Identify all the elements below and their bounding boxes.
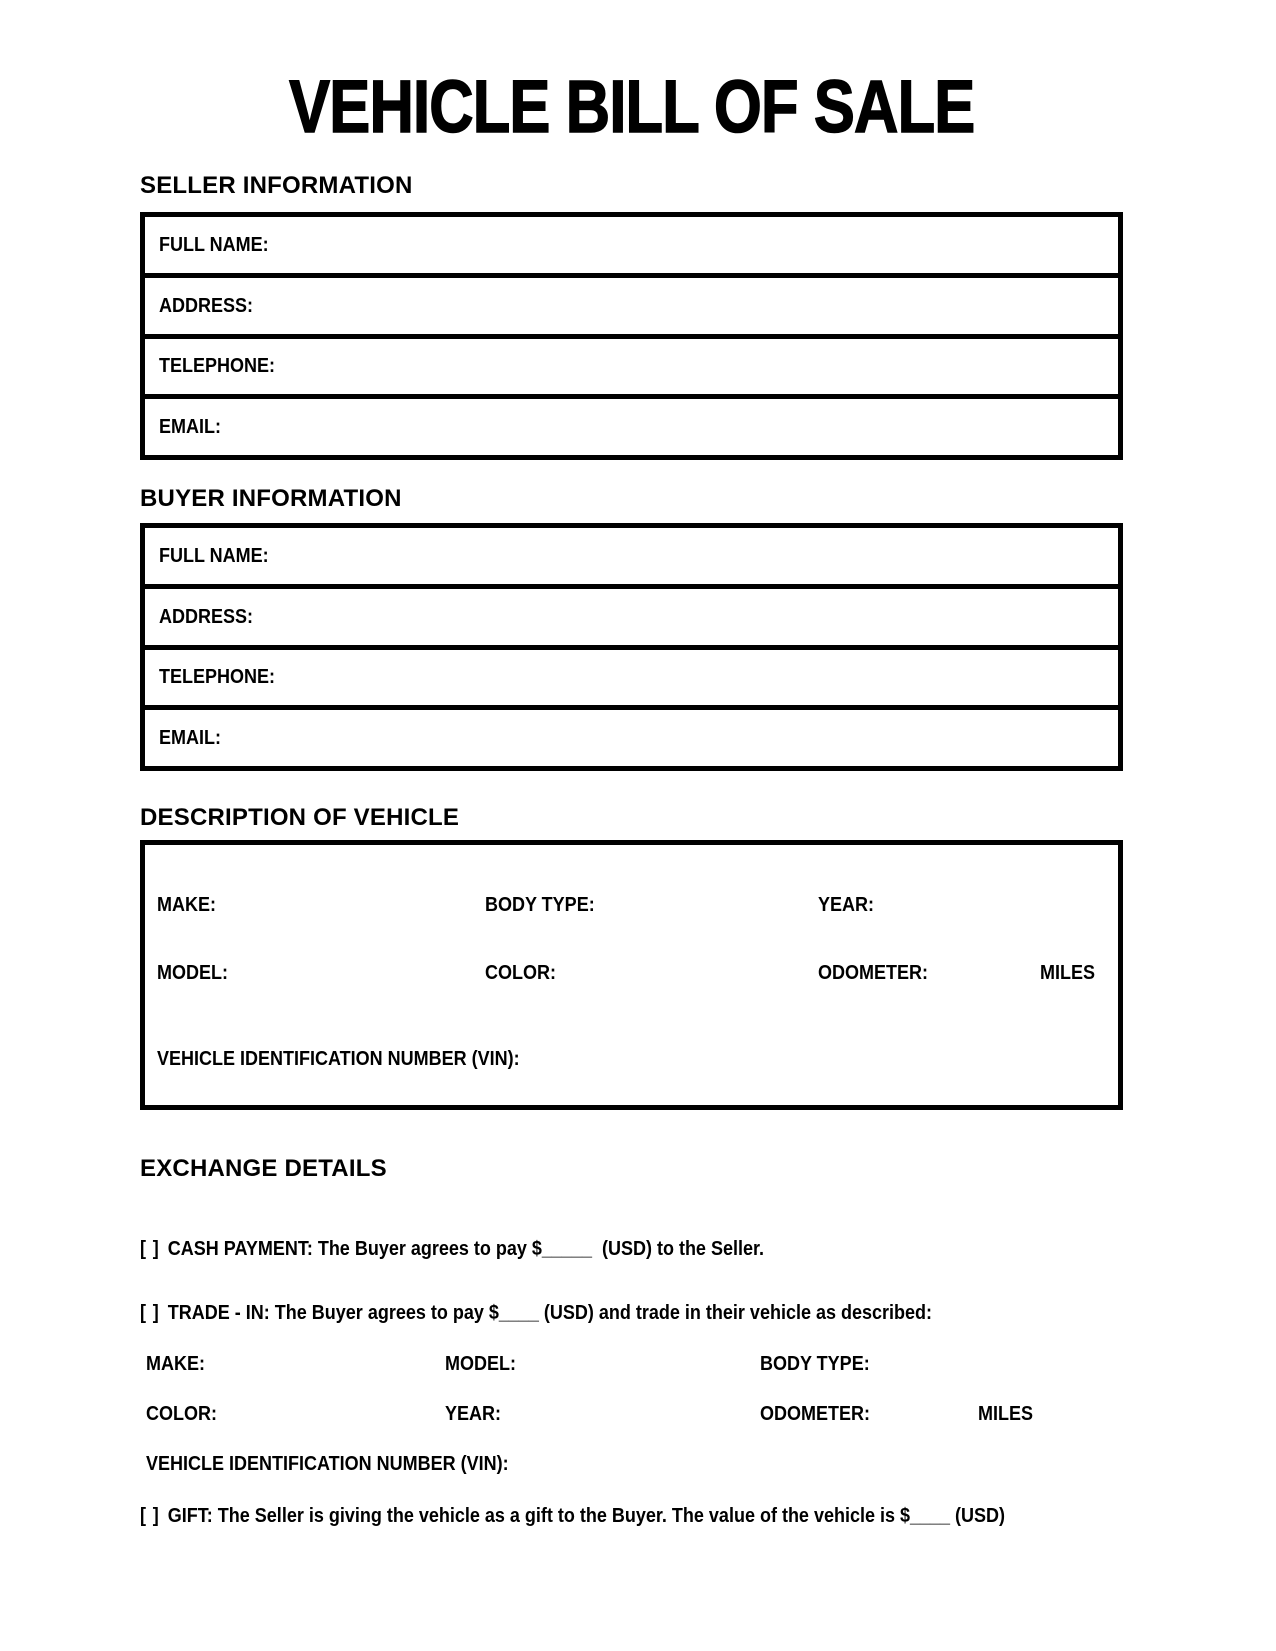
trade-year-input[interactable] <box>507 1402 760 1426</box>
cash-payment-text: CASH PAYMENT: The Buyer agrees to pay $_____ (USD) to the Seller. <box>167 1238 764 1260</box>
buyer-address-label: ADDRESS: <box>159 605 254 628</box>
trade-year-label: YEAR: <box>445 1403 502 1425</box>
trade-model-input[interactable] <box>524 1352 760 1376</box>
buyer-address-input[interactable] <box>263 589 1118 645</box>
trade-row-1-spacer <box>978 1352 1123 1376</box>
trade-color-input[interactable] <box>225 1402 445 1426</box>
trade-color-label: COLOR: <box>146 1403 218 1425</box>
trade-make-input[interactable] <box>212 1352 445 1376</box>
cash-payment-checkbox[interactable]: [ ] <box>140 1238 160 1260</box>
seller-info-table <box>140 212 1123 460</box>
seller-telephone-row <box>145 334 1118 395</box>
vehicle-year-input[interactable] <box>880 893 1040 917</box>
trade-year-cell <box>445 1402 760 1426</box>
trade-in-checkbox[interactable]: [ ] <box>140 1302 160 1324</box>
vehicle-model-label: MODEL: <box>157 962 229 984</box>
trade-vehicle-row-2 <box>140 1402 1123 1426</box>
vehicle-make-label: MAKE: <box>157 894 216 916</box>
cash-payment-option <box>140 1237 764 1261</box>
trade-vin-row <box>140 1452 1123 1476</box>
vehicle-make-cell <box>157 893 485 917</box>
trade-in-option <box>140 1301 932 1325</box>
vehicle-section-heading: DESCRIPTION OF VEHICLE <box>140 804 460 831</box>
trade-vin-label: VEHICLE IDENTIFICATION NUMBER (VIN): <box>146 1453 509 1475</box>
trade-color-cell <box>146 1402 445 1426</box>
vehicle-row-1 <box>145 893 1118 917</box>
vehicle-year-label: YEAR: <box>818 894 875 916</box>
trade-body-type-label: BODY TYPE: <box>760 1353 870 1375</box>
buyer-info-table <box>140 523 1123 771</box>
vehicle-miles-cell <box>1040 961 1118 985</box>
seller-email-input[interactable] <box>228 399 1118 455</box>
vehicle-miles-label: MILES <box>1040 962 1096 984</box>
vehicle-color-input[interactable] <box>564 961 818 985</box>
vehicle-odometer-label: ODOMETER: <box>818 962 928 984</box>
buyer-email-label: EMAIL: <box>159 727 222 750</box>
page-title <box>140 65 1123 148</box>
buyer-full-name-row <box>145 528 1118 584</box>
trade-miles-label: MILES <box>978 1403 1034 1425</box>
vehicle-vin-label: VEHICLE IDENTIFICATION NUMBER (VIN): <box>157 1048 520 1070</box>
vehicle-odometer-input[interactable] <box>940 961 1040 985</box>
trade-make-cell <box>146 1352 445 1376</box>
trade-model-label: MODEL: <box>445 1353 517 1375</box>
seller-address-row <box>145 273 1118 334</box>
buyer-telephone-input[interactable] <box>288 650 1118 706</box>
gift-option <box>140 1504 1005 1528</box>
buyer-email-input[interactable] <box>228 710 1118 766</box>
trade-odometer-label: ODOMETER: <box>760 1403 870 1425</box>
seller-full-name-label: FULL NAME: <box>159 233 269 256</box>
trade-miles-cell <box>978 1402 1123 1426</box>
trade-make-label: MAKE: <box>146 1353 205 1375</box>
buyer-section-heading: BUYER INFORMATION <box>140 485 402 512</box>
trade-vin-input[interactable] <box>549 1452 1123 1476</box>
trade-vehicle-row-1 <box>140 1352 1123 1376</box>
vehicle-odometer-cell <box>818 961 1040 985</box>
vehicle-description-box <box>140 840 1123 1110</box>
vehicle-color-cell <box>485 961 818 985</box>
vehicle-vin-input[interactable] <box>560 1047 1118 1071</box>
seller-email-label: EMAIL: <box>159 416 222 439</box>
trade-in-text: TRADE - IN: The Buyer agrees to pay $____ (USD) and trade in their vehicle as described: <box>167 1302 933 1324</box>
buyer-full-name-input[interactable] <box>281 528 1118 584</box>
vehicle-body-type-cell <box>485 893 818 917</box>
seller-telephone-input[interactable] <box>288 339 1118 395</box>
buyer-telephone-row <box>145 645 1118 706</box>
buyer-telephone-label: TELEPHONE: <box>159 666 276 689</box>
buyer-full-name-label: FULL NAME: <box>159 544 269 567</box>
vehicle-row-1-spacer <box>1040 893 1118 917</box>
vehicle-model-cell <box>157 961 485 985</box>
vehicle-year-cell <box>818 893 1040 917</box>
gift-text: GIFT: The Seller is giving the vehicle as a gift to the Buyer. The value of the vehicle is $____ (USD) <box>167 1505 1006 1527</box>
seller-address-input[interactable] <box>263 278 1118 334</box>
vehicle-row-2 <box>145 961 1118 985</box>
vehicle-make-input[interactable] <box>223 893 485 917</box>
exchange-section-heading: EXCHANGE DETAILS <box>140 1155 387 1182</box>
buyer-address-row <box>145 584 1118 645</box>
trade-body-type-input[interactable] <box>882 1352 978 1376</box>
seller-address-label: ADDRESS: <box>159 294 254 317</box>
vehicle-body-type-input[interactable] <box>607 893 818 917</box>
vehicle-color-label: COLOR: <box>485 962 557 984</box>
seller-full-name-row <box>145 217 1118 273</box>
gift-checkbox[interactable]: [ ] <box>140 1505 160 1527</box>
seller-telephone-label: TELEPHONE: <box>159 355 276 378</box>
page-title-text: VEHICLE BILL OF SALE <box>288 65 975 148</box>
trade-model-cell <box>445 1352 760 1376</box>
trade-odometer-cell <box>760 1402 978 1426</box>
vehicle-model-input[interactable] <box>236 961 485 985</box>
buyer-email-row <box>145 705 1118 766</box>
trade-body-type-cell <box>760 1352 978 1376</box>
seller-email-row <box>145 394 1118 455</box>
vehicle-body-type-label: BODY TYPE: <box>485 894 595 916</box>
seller-section-heading: SELLER INFORMATION <box>140 172 413 199</box>
vehicle-vin-row <box>145 1047 1118 1071</box>
trade-odometer-input[interactable] <box>882 1402 978 1426</box>
seller-full-name-input[interactable] <box>281 217 1118 273</box>
